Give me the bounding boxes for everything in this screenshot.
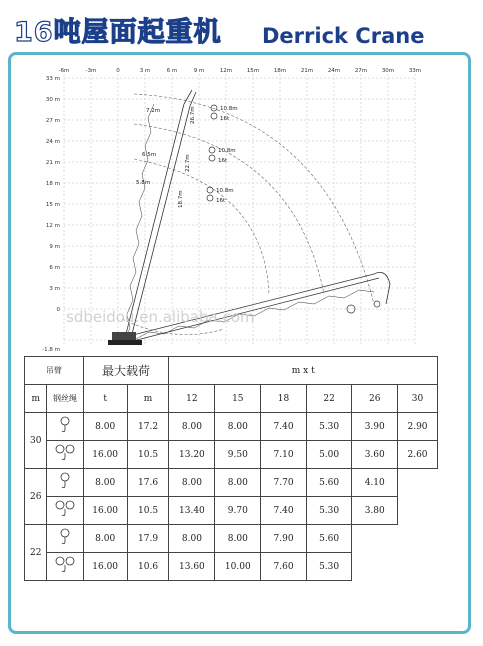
boom-length: 26 xyxy=(25,469,47,525)
table-row: 30 8.00 17.2 8.00 8.00 7.40 5.30 3.90 2.90 xyxy=(25,413,438,441)
svg-text:7.2m: 7.2m xyxy=(146,108,161,114)
y-tick: 21 m xyxy=(45,160,60,166)
boom-length: 22 xyxy=(25,525,47,581)
svg-text:10.8m: 10.8m xyxy=(220,106,238,112)
x-tick: 15m xyxy=(246,68,260,74)
y-tick-labels xyxy=(42,76,60,353)
mxt-header: m x t xyxy=(169,357,438,385)
x-tick: 30m xyxy=(381,68,395,74)
boom-header: 吊臂 xyxy=(25,357,84,385)
x-tick: 18m xyxy=(273,68,287,74)
table-row: 22 8.00 17.9 8.00 8.00 7.90 5.60 xyxy=(25,525,438,553)
double-hook-icon xyxy=(47,441,83,469)
x-tick: 33m xyxy=(408,68,422,74)
max-load-header: 最大载荷 xyxy=(83,357,169,385)
svg-text:16t: 16t xyxy=(216,198,226,204)
radius-header: 12 xyxy=(169,385,215,413)
raised-boom xyxy=(124,90,196,342)
x-tick: 3 m xyxy=(139,68,151,74)
hook-icon xyxy=(47,469,83,497)
col-t: t xyxy=(83,385,127,413)
svg-text:5.8m: 5.8m xyxy=(136,180,151,186)
double-hook-icon xyxy=(47,553,83,581)
x-tick: 24m xyxy=(327,68,341,74)
y-tick: 33 m xyxy=(45,76,60,82)
y-tick: 15 m xyxy=(45,202,60,208)
x-tick: 9 m xyxy=(193,68,205,74)
table-row: 16.00 10.5 13.20 9.50 7.10 5.00 3.60 2.60 xyxy=(25,441,438,469)
crane-range-diagram xyxy=(24,64,444,356)
y-tick: 0 xyxy=(56,307,60,313)
radius-header: 30 xyxy=(398,385,438,413)
y-tick: 6 m xyxy=(49,265,60,271)
svg-text:26.7m: 26.7m xyxy=(190,106,196,124)
svg-text:16t: 16t xyxy=(218,158,228,164)
y-tick: 18 m xyxy=(45,181,60,187)
col-m: m xyxy=(25,385,47,413)
table-row: 26 8.00 17.6 8.00 8.00 7.70 5.60 4.10 xyxy=(25,469,438,497)
boom-length: 30 xyxy=(25,413,47,469)
x-tick: 12m xyxy=(219,68,233,74)
y-tick: 12 m xyxy=(45,223,60,229)
x-tick: 27m xyxy=(354,68,368,74)
radius-header: 22 xyxy=(306,385,352,413)
svg-text:6.5m: 6.5m xyxy=(142,152,157,158)
svg-text:10.8m: 10.8m xyxy=(218,148,236,154)
y-tick: -1.8 m xyxy=(42,347,60,353)
x-tick: -6m xyxy=(58,68,70,74)
reach-arcs xyxy=(122,94,374,335)
col-rope: 钢丝绳 xyxy=(47,385,83,413)
svg-text:16t: 16t xyxy=(220,116,230,122)
watermark: sdbeidou.en.alibaba.com xyxy=(66,308,255,326)
x-tick: 21m xyxy=(300,68,314,74)
hook-blocks xyxy=(207,105,380,313)
radius-header: 18 xyxy=(261,385,307,413)
diagram-grid xyxy=(64,74,415,344)
y-tick: 30 m xyxy=(45,97,60,103)
svg-text:10.8m: 10.8m xyxy=(216,188,234,194)
hook-icon xyxy=(47,413,83,441)
svg-text:22.7m: 22.7m xyxy=(185,154,191,172)
y-tick: 9 m xyxy=(49,244,60,250)
x-tick: 6 m xyxy=(166,68,178,74)
radius-header: 26 xyxy=(352,385,398,413)
double-hook-icon xyxy=(47,497,83,525)
x-tick: -3m xyxy=(85,68,97,74)
x-tick-labels xyxy=(59,68,422,74)
x-tick: 0 xyxy=(116,68,120,74)
y-tick: 27 m xyxy=(45,118,60,124)
hook-icon xyxy=(47,525,83,553)
table-row: 16.00 10.5 13.40 9.70 7.40 5.30 3.80 xyxy=(25,497,438,525)
load-chart-table xyxy=(24,356,438,614)
radius-header: 15 xyxy=(215,385,261,413)
col-m2: m xyxy=(127,385,169,413)
svg-text:18.7m: 18.7m xyxy=(178,190,184,208)
y-tick: 24 m xyxy=(45,139,60,145)
title-english: Derrick Crane xyxy=(262,24,425,48)
diagram-annotations xyxy=(136,106,238,208)
title-chinese: 16吨屋面起重机 xyxy=(14,17,222,48)
table-row: 16.00 10.6 13.60 10.00 7.60 5.30 xyxy=(25,553,438,581)
y-tick: 3 m xyxy=(49,286,60,292)
